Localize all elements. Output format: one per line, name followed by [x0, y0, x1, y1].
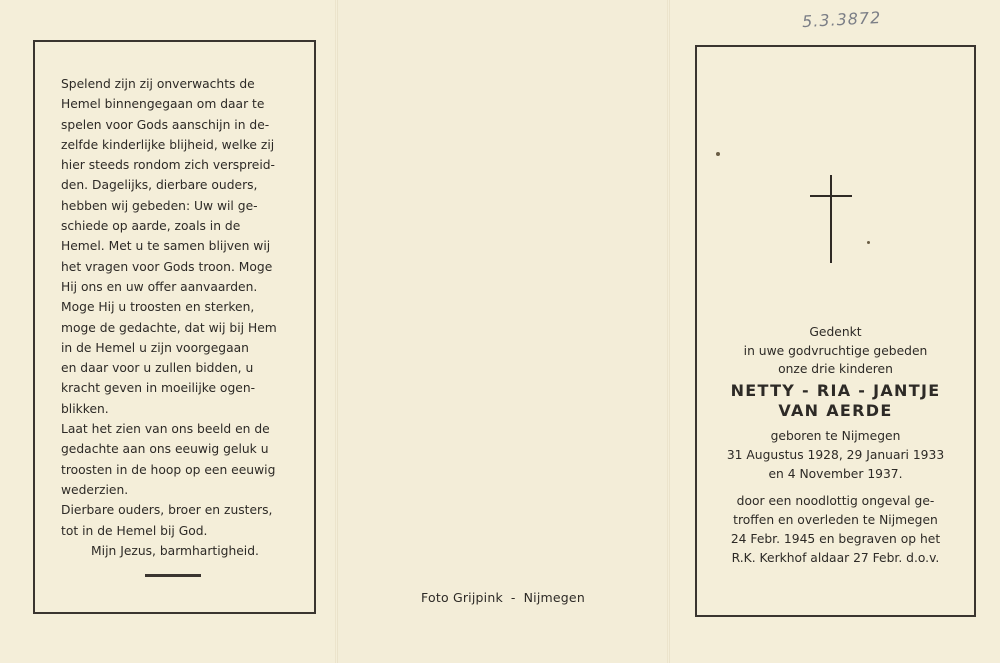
poem-line: Hemel. Met u te samen blijven wij: [61, 239, 271, 254]
death-line: R.K. Kerkhof aldaar 27 Febr. d.o.v.: [731, 550, 940, 565]
poem-line: moge de gedachte, dat wij bij Hem: [61, 320, 277, 335]
poem-line: in de Hemel u zijn voorgegaan: [61, 340, 249, 355]
poem-line: zelfde kinderlijke blijheid, welke zij: [61, 137, 275, 152]
middle-panel: [338, 0, 669, 663]
poem-line: kracht geven in moeilijke ogen-: [61, 381, 256, 396]
family-surname: VAN AERDE: [778, 400, 893, 420]
cross-icon: [810, 175, 852, 263]
death-line: troffen en overleden te Nijmegen: [733, 512, 938, 527]
birth-line: en 4 November 1937.: [768, 466, 903, 481]
poem-line: tot in de Hemel bij God.: [61, 523, 208, 538]
poem-line: troosten in de hoop op een eeuwig: [61, 462, 276, 477]
photo-credit-city: Nijmegen: [523, 590, 585, 605]
poem-text: [61, 74, 289, 561]
memorial-text: [695, 323, 976, 568]
poem-line: Hemel binnengegaan om daar te: [61, 97, 265, 112]
intro-line: Gedenkt: [809, 325, 862, 339]
poem-line: Moge Hij u troosten en sterken,: [61, 300, 255, 315]
poem-line: den. Dagelijks, dierbare ouders,: [61, 178, 258, 193]
poem-line: gedachte aan ons eeuwig geluk u: [61, 442, 269, 457]
paper-speck: [867, 241, 870, 244]
right-panel: [670, 0, 1000, 663]
prayer-line: Mijn Jezus, barmhartigheid.: [91, 543, 259, 558]
children-names: NETTY - RIA - JANTJE: [730, 380, 941, 400]
divider-rule: [145, 574, 201, 577]
poem-line: hier steeds rondom zich verspreid-: [61, 158, 275, 173]
poem-line: blikken.: [61, 401, 109, 416]
left-panel: [0, 0, 337, 663]
death-line: 24 Febr. 1945 en begraven op het: [730, 531, 941, 546]
archive-number: 5.3.3872: [801, 7, 882, 32]
poem-line: Spelend zijn zij onverwachts de: [61, 77, 255, 91]
death-line: door een noodlottig ongeval ge-: [736, 493, 935, 508]
birth-line: geboren te Nijmegen: [770, 428, 901, 443]
poem-line: Dierbare ouders, broer en zusters,: [61, 503, 273, 518]
intro-line: in uwe godvruchtige gebeden: [743, 343, 928, 358]
photo-credit-name: Foto Grijpink: [421, 590, 503, 605]
poem-line: het vragen voor Gods troon. Moge: [61, 259, 273, 274]
poem-line: en daar voor u zullen bidden, u: [61, 361, 254, 376]
intro-line: onze drie kinderen: [778, 362, 893, 377]
poem-line: hebben wij gebeden: Uw wil ge-: [61, 198, 258, 213]
poem-line: wederzien.: [61, 482, 129, 497]
poem-line: spelen voor Gods aanschijn in de-: [61, 117, 270, 132]
poem-line: Hij ons en uw offer aanvaarden.: [61, 279, 258, 294]
left-border-frame: [33, 40, 316, 614]
birth-line: 31 Augustus 1928, 29 Januari 1933: [726, 447, 945, 462]
photo-credit-separator: -: [510, 590, 516, 605]
paper-speck: [716, 152, 720, 156]
photo-credit: [338, 590, 668, 605]
poem-line: Laat het zien van ons beeld en de: [61, 422, 270, 437]
poem-line: schiede op aarde, zoals in de: [61, 219, 241, 234]
